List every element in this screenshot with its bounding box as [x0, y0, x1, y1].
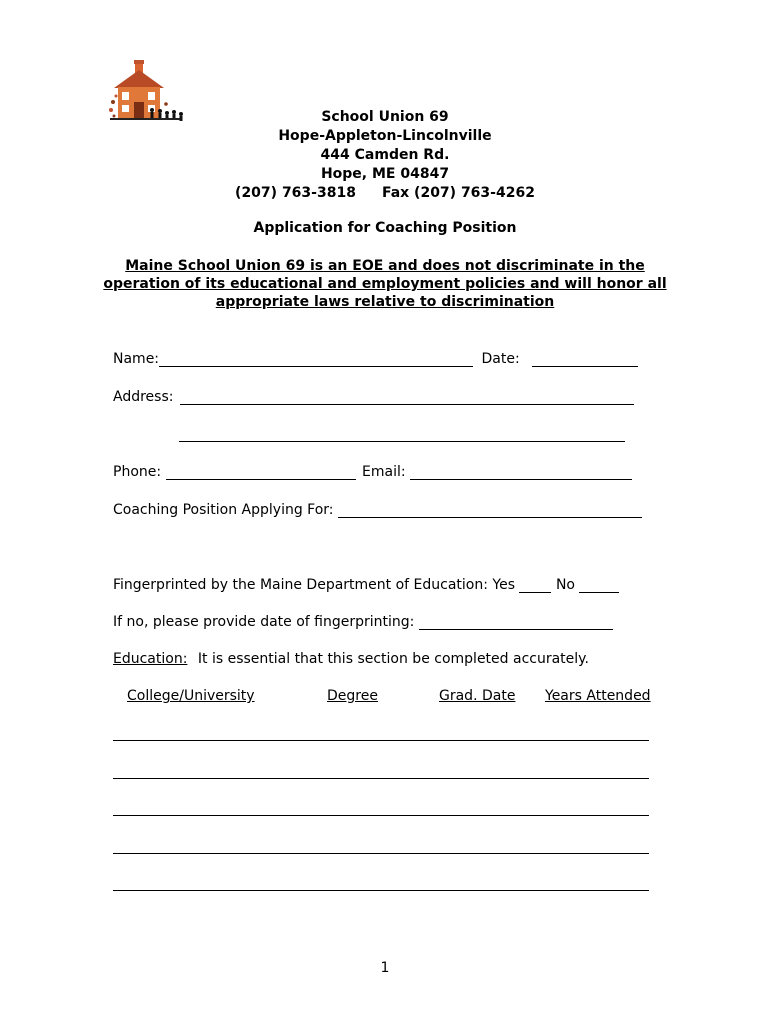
- column-header-years-attended: Years Attended: [545, 688, 651, 704]
- position-label: Coaching Position Applying For:: [113, 502, 334, 518]
- name-row: [113, 351, 638, 367]
- form-title: Application for Coaching Position: [253, 220, 517, 236]
- education-note: It is essential that this section be completed accurately.: [197, 651, 589, 667]
- eoe-statement: [100, 257, 670, 311]
- address-row: [113, 389, 634, 405]
- no-field[interactable]: [579, 577, 619, 593]
- address-label: Address:: [113, 389, 174, 405]
- education-entry-line[interactable]: [113, 778, 649, 779]
- org-towns: Hope-Appleton-Lincolnville: [278, 128, 492, 144]
- phone-label: Phone:: [113, 464, 162, 480]
- date-label: Date:: [481, 351, 520, 367]
- education-entry-line[interactable]: [113, 815, 649, 816]
- position-field[interactable]: [338, 502, 642, 518]
- org-phone: (207) 763-3818: [235, 185, 356, 201]
- phone-field[interactable]: [166, 464, 356, 480]
- eoe-line: operation of its educational and employment policies and will honor all: [103, 276, 667, 292]
- org-fax: Fax (207) 763-4262: [381, 185, 535, 201]
- contact-line: [0, 184, 770, 203]
- fingerprint-date-row: [113, 614, 613, 630]
- column-header-degree: Degree: [327, 688, 378, 704]
- fingerprint-label: Fingerprinted by the Maine Department of Education:: [113, 577, 488, 593]
- email-field[interactable]: [410, 464, 632, 480]
- position-row: [113, 502, 642, 518]
- eoe-line: appropriate laws relative to discrimination: [215, 294, 555, 310]
- eoe-line: Maine School Union 69 is an EOE and does not discriminate in the: [125, 258, 645, 274]
- org-street: 444 Camden Rd.: [320, 147, 450, 163]
- fingerprint-date-field[interactable]: [419, 614, 613, 630]
- column-header-college: College/University: [127, 688, 255, 704]
- yes-field[interactable]: [519, 577, 551, 593]
- column-header-grad-date: Grad. Date: [439, 688, 516, 704]
- education-entry-line[interactable]: [113, 890, 649, 891]
- letterhead: [0, 108, 770, 203]
- fingerprint-date-label: If no, please provide date of fingerprinting:: [113, 614, 415, 630]
- page-number: 1: [380, 960, 390, 976]
- fingerprint-row: [113, 577, 619, 593]
- name-label: Name:: [113, 351, 160, 367]
- address-field[interactable]: [180, 389, 634, 405]
- name-field[interactable]: [159, 351, 473, 367]
- yes-label: Yes: [492, 577, 516, 593]
- education-entry-line[interactable]: [113, 853, 649, 854]
- education-label: Education:: [113, 651, 188, 667]
- education-entry-line[interactable]: [113, 740, 649, 741]
- education-row: [113, 651, 589, 667]
- address-row-2: [179, 426, 625, 442]
- date-field[interactable]: [532, 351, 638, 367]
- org-city: Hope, ME 04847: [320, 166, 450, 182]
- phone-row: [113, 464, 632, 480]
- no-label: No: [555, 577, 575, 593]
- email-label: Email:: [362, 464, 406, 480]
- address-field-line-2[interactable]: [179, 426, 625, 442]
- org-name: School Union 69: [321, 109, 449, 125]
